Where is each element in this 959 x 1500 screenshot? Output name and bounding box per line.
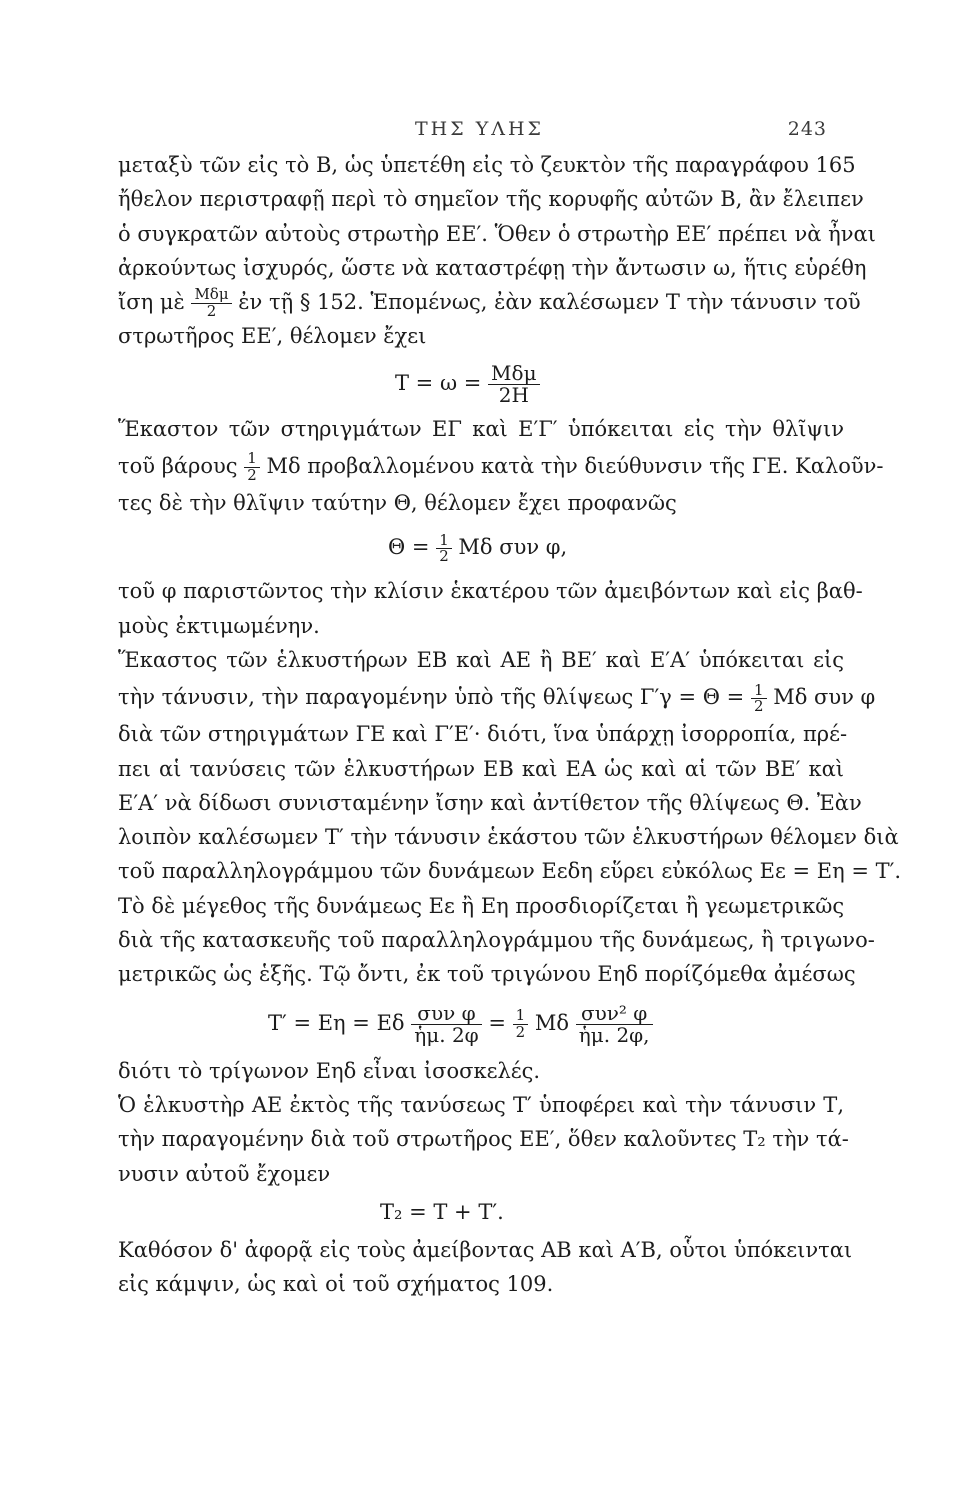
fraction-denominator: ἡμ. 2φ, <box>576 1024 653 1046</box>
fraction-numerator: 1 <box>439 530 449 549</box>
text-line: πει αἱ τανύσεις τῶν ἑλκυστήρων ΕΒ καὶ ΕΑ ὡς καὶ αἱ τῶν ΒΕ′ καὶ <box>118 756 844 781</box>
fraction <box>513 1005 529 1041</box>
fraction <box>191 287 231 320</box>
text-line: Ε′Α′ νὰ δίδωσι συνισταμένην ἴσην καὶ ἀντίθετον τῆς θλίψεως Θ. Ἐὰν <box>118 790 862 815</box>
text-line <box>118 677 876 717</box>
fraction-denominator: 2 <box>436 548 452 565</box>
equation-term: Μδ <box>534 1010 570 1035</box>
equation <box>118 520 844 574</box>
fraction-denominator: 2 <box>751 698 767 715</box>
fraction <box>751 680 767 716</box>
equation <box>118 992 844 1054</box>
text-fragment: τοῦ βάρους <box>118 454 238 479</box>
text-line: μετρικῶς ὡς ἑξῆς. Τῷ ὄντι, ἐκ τοῦ τριγώνου Εηδ πορίζόμεθα ἀμέσως <box>118 962 856 987</box>
text-line <box>118 285 861 321</box>
fraction-numerator: συν² φ <box>580 1000 648 1025</box>
text-line: διὰ τῆς κατασκευῆς τοῦ παραλληλογράμμου τῆς δυνάμεως, ἢ τριγωνο- <box>118 928 875 953</box>
text-line: τοῦ παραλληλογράμμου τῶν δυνάμεων Εεδη εὕρει εὐκόλως Εε = Εη = Τ′. <box>118 859 902 884</box>
text-line: Καθόσον δ' ἀφορᾷ εἰς τοὺς ἀμείβοντας ΑΒ καὶ Α′Β, οὗτοι ὑπόκεινται <box>118 1237 853 1262</box>
text-line: διὰ τῶν στηριγμάτων ΓΕ καὶ Γ′Ε′· διότι, ἵνα ὑπάρχῃ ἰσορροπία, πρέ- <box>118 722 848 747</box>
equation-right: Μδ συν φ, <box>458 535 568 560</box>
fraction-denominator: ἡμ. 2φ <box>411 1024 481 1046</box>
text-line: ἀρκούντως ἰσχυρός, ὥστε νὰ καταστρέφῃ τὴν ἄντωσιν ω, ἥτις εὑρέθη <box>118 255 867 280</box>
text-fragment: τὴν τάνυσιν, τὴν παραγομένην ὑπὸ τῆς θλίψεως Γ′γ = Θ = <box>118 685 745 710</box>
text-fragment: Μδ προβαλλομένου κατὰ τὴν διεύθυνσιν τῆς ΓΕ. Καλοῦν- <box>266 454 884 479</box>
equation-left: Τ = ω = <box>395 370 482 395</box>
fraction-numerator: 1 <box>515 1005 526 1024</box>
text-line: Ἕκαστος τῶν ἑλκυστήρων ΕΒ καὶ ΑΕ ἢ ΒΕ′ καὶ Ε′Α′ ὑπόκειται εἰς <box>118 647 844 672</box>
text-line: τες δὲ τὴν θλῖψιν ταύτην Θ, θέλομεν ἔχει προφανῶς <box>118 491 677 516</box>
text-line: λοιπὸν καλέσωμεν Τ′ τὴν τάνυσιν ἑκάστου τῶν ἑλκυστήρων θέλομεν διὰ <box>118 825 899 850</box>
equation <box>118 354 844 412</box>
text-line <box>118 446 884 486</box>
text-line: τὴν παραγομένην διὰ τοῦ στρωτῆρος ΕΕ′, ὅθεν καλοῦντες Τ₂ τὴν τά- <box>118 1127 849 1152</box>
text-line: ὁ συγκρατῶν αὐτοὺς στρωτὴρ ΕΕ′. Ὅθεν ὁ στρωτὴρ ΕΕ′ πρέπει νὰ ἦναι <box>118 221 876 246</box>
fraction-numerator: 1 <box>753 680 764 699</box>
text-line: μοὺς ἐκτιμωμένην. <box>118 613 320 638</box>
running-head <box>0 118 959 148</box>
page-number: 243 <box>787 118 827 140</box>
fraction <box>244 451 260 484</box>
equation <box>118 1191 844 1233</box>
running-title: ΤΗΣ ΥΛΗΣ <box>415 118 544 140</box>
equation-left: Τ′ = Εη = Εδ <box>268 1010 405 1035</box>
fraction <box>436 530 452 566</box>
fraction <box>576 1000 653 1047</box>
text-line: Τὸ δὲ μέγεθος τῆς δυνάμεως Εε ἢ Εη προσδιορίζεται ἢ γεωμετρικῶς <box>118 893 845 918</box>
text-fragment: ἐν τῇ § 152. Ἑπομένως, ἐὰν καλέσωμεν Τ τὴν τάνυσιν τοῦ <box>238 290 861 315</box>
text-line: Ἕκαστον τῶν στηριγμάτων ΕΓ καὶ Ε′Γ′ ὑπόκειται εἰς τὴν θλῖψιν <box>118 416 844 441</box>
body-text <box>118 148 902 1301</box>
text-line: εἰς κάμψιν, ὡς καὶ οἱ τοῦ σχήματος 109. <box>118 1272 554 1297</box>
text-fragment: ἴση μὲ <box>118 290 185 315</box>
equation-left: Θ = <box>388 535 430 560</box>
equation-operator: = <box>488 1010 506 1035</box>
equation-body: Τ₂ = Τ + Τ′. <box>380 1199 504 1224</box>
text-fragment: Μδ συν φ <box>773 685 876 710</box>
text-line: στρωτῆρος ΕΕ′, θέλομεν ἔχει <box>118 324 427 349</box>
text-line: Ὁ ἑλκυστὴρ ΑΕ ἐκτὸς τῆς τανύσεως Τ′ ὑποφέρει καὶ τὴν τάνυσιν Τ, <box>118 1092 844 1117</box>
fraction-denominator: 2Η <box>488 384 540 406</box>
fraction-numerator: συν φ <box>417 1000 476 1025</box>
fraction-denominator: 2 <box>244 467 260 484</box>
fraction-denominator: 2 <box>513 1024 529 1041</box>
text-line: μεταξὺ τῶν εἰς τὸ Β, ὡς ὑπετέθη εἰς τὸ ζευκτὸν τῆς παραγράφου 165 <box>118 153 856 177</box>
text-line: τοῦ φ παριστῶντος τὴν κλίσιν ἑκατέρου τῶν ἀμειβόντων καὶ εἰς βαθ- <box>118 579 863 604</box>
text-line: ἤθελον περιστραφῇ περὶ τὸ σημεῖον τῆς κορυφῆς αὐτῶν Β, ἂν ἔλειπεν <box>118 187 864 212</box>
fraction-numerator: 1 <box>247 449 257 468</box>
text-line: νυσιν αὐτοῦ ἔχομεν <box>118 1161 331 1186</box>
text-line: διότι τὸ τρίγωνον Εηδ εἶναι ἰσοσκελές. <box>118 1058 541 1083</box>
fraction <box>411 1000 481 1047</box>
fraction <box>488 360 540 407</box>
fraction-denominator: 2 <box>191 303 231 320</box>
fraction-numerator: Μδμ <box>194 285 229 304</box>
fraction-numerator: Μδμ <box>491 360 537 385</box>
